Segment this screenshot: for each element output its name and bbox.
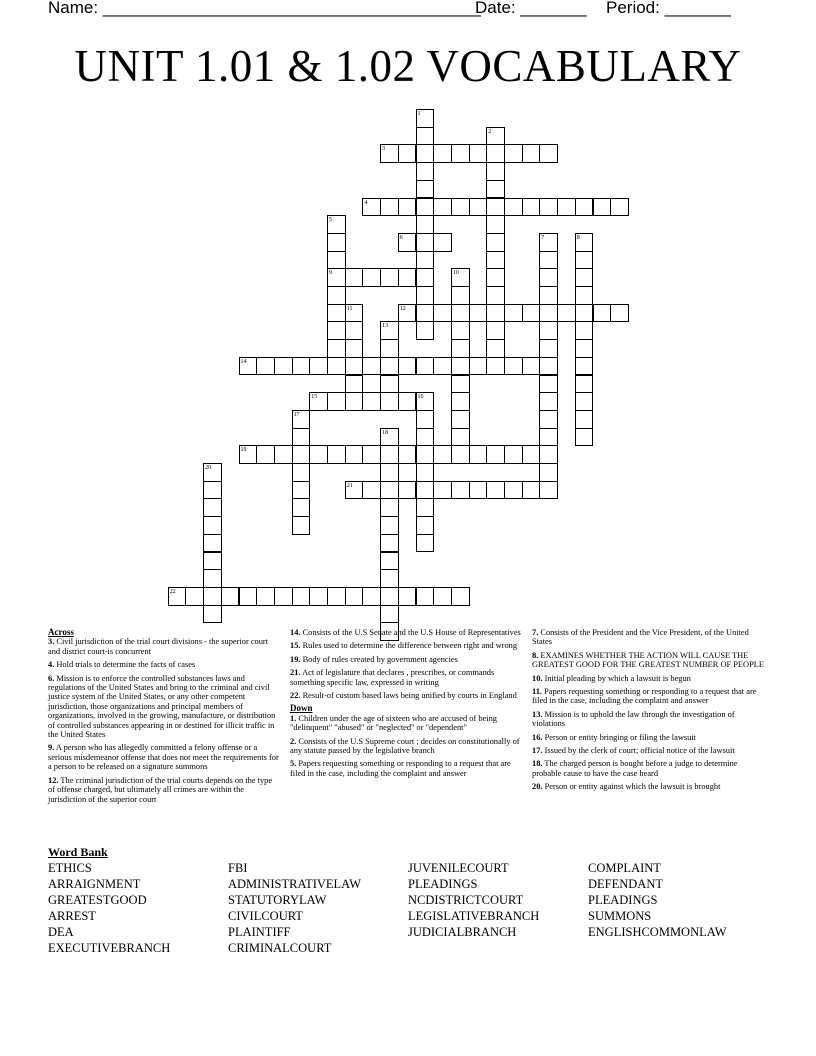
crossword-cell[interactable]: [575, 410, 594, 429]
crossword-cell[interactable]: [416, 268, 435, 287]
crossword-cell[interactable]: [575, 251, 594, 270]
down-heading: Down: [290, 703, 313, 714]
crossword-cell[interactable]: [345, 321, 364, 340]
crossword-cell[interactable]: [486, 339, 505, 358]
clue: 20. Person or entity against which the lawsuit is brought: [532, 782, 721, 792]
clue: 11. Papers requesting something or responding to a request that are filed in the case, including the complaint and answer: [532, 687, 757, 706]
crossword-cell[interactable]: [486, 481, 505, 500]
crossword-cell[interactable]: [557, 304, 576, 323]
crossword-cell[interactable]: [345, 392, 364, 411]
crossword-cell[interactable]: [575, 339, 594, 358]
clue-number: 6: [399, 234, 403, 241]
clue-number: 1: [417, 111, 421, 117]
crossword-cell[interactable]: [433, 481, 452, 500]
name-field[interactable]: Name: ________________________________________: [48, 0, 481, 17]
crossword-cell[interactable]: [557, 198, 576, 217]
clue: 15. Rules used to determine the difference between right and wrong: [290, 641, 518, 651]
crossword-cell[interactable]: [539, 392, 558, 411]
clues-column-1: [48, 628, 280, 808]
clue-number: 3: [382, 146, 386, 153]
crossword-cell[interactable]: [486, 215, 505, 234]
crossword-cell[interactable]: [575, 268, 594, 287]
crossword-cell[interactable]: [309, 587, 328, 606]
crossword-cell[interactable]: [593, 198, 612, 217]
crossword-cell[interactable]: [327, 357, 346, 376]
crossword-cell[interactable]: [274, 357, 293, 376]
crossword-cell[interactable]: [416, 144, 435, 163]
clue-number: 11: [346, 305, 353, 312]
crossword-cell[interactable]: [416, 516, 435, 535]
crossword-cell[interactable]: [185, 587, 204, 606]
crossword-cell[interactable]: [416, 321, 435, 340]
crossword-cell[interactable]: [203, 605, 222, 624]
clue-number: 19: [240, 447, 247, 454]
crossword-cell[interactable]: [327, 321, 346, 340]
clue-number: 16: [417, 394, 424, 401]
crossword-cell[interactable]: [416, 410, 435, 429]
crossword-cell[interactable]: [292, 498, 311, 517]
crossword-cell[interactable]: [380, 516, 399, 535]
crossword-cell[interactable]: [504, 304, 523, 323]
crossword-cell[interactable]: [575, 392, 594, 411]
clue-number: 5: [329, 217, 332, 224]
crossword-cell[interactable]: [451, 445, 470, 464]
crossword-cell[interactable]: [416, 428, 435, 447]
crossword-cell[interactable]: [486, 233, 505, 252]
crossword-cell[interactable]: [469, 445, 488, 464]
crossword-cell[interactable]: [203, 569, 222, 588]
word-bank-word: ETHICS: [48, 861, 92, 875]
word-bank-word: GREATESTGOOD: [48, 893, 147, 907]
crossword-cell[interactable]: [292, 357, 311, 376]
crossword-cell[interactable]: [416, 534, 435, 553]
crossword-cell[interactable]: [451, 410, 470, 429]
crossword-cell[interactable]: [504, 357, 523, 376]
word-bank-word: ARREST: [48, 909, 96, 923]
crossword-cell[interactable]: [292, 516, 311, 535]
word-bank-column: [48, 860, 170, 956]
crossword-cell[interactable]: [345, 587, 364, 606]
crossword-cell[interactable]: [292, 463, 311, 482]
crossword-cell[interactable]: [539, 463, 558, 482]
clue: 19. Body of rules created by government agencies: [290, 654, 458, 664]
crossword-cell[interactable]: [274, 445, 293, 464]
crossword-cell[interactable]: [451, 286, 470, 305]
word-bank-word: EXECUTIVEBRANCH: [48, 941, 171, 955]
clue-number: 14: [240, 358, 247, 365]
crossword-cell[interactable]: [345, 375, 364, 394]
crossword-cell[interactable]: [451, 428, 470, 447]
crossword-cell[interactable]: [539, 445, 558, 464]
word-bank-column: [228, 860, 361, 956]
crossword-cell[interactable]: [362, 445, 381, 464]
clue-number: 2: [488, 128, 492, 135]
clue: 18. The charged person is bought before a judge to determine probable cause to have the case heard: [532, 759, 738, 778]
clue: 17. Issued by the clerk of court; official notice of the lawsuit: [532, 746, 735, 756]
crossword-cell[interactable]: [362, 268, 381, 287]
clue-number: 4: [364, 199, 368, 206]
crossword-cell[interactable]: [539, 144, 558, 163]
word-bank-word: CRIMINALCOURT: [228, 941, 332, 955]
crossword-cell[interactable]: [610, 198, 629, 217]
crossword-cell[interactable]: [522, 304, 541, 323]
crossword-cell[interactable]: [416, 304, 435, 323]
clue: 7. Consists of the President and the Vice President, of the United States: [532, 628, 749, 647]
crossword-cell[interactable]: [203, 516, 222, 535]
crossword-cell[interactable]: [292, 428, 311, 447]
crossword-cell[interactable]: [469, 198, 488, 217]
crossword-cell[interactable]: [203, 552, 222, 571]
word-bank-word: CIVILCOURT: [228, 909, 303, 923]
clues-column-2: [290, 628, 525, 782]
across-heading: Across: [48, 627, 74, 637]
crossword-cell[interactable]: [575, 375, 594, 394]
crossword-cell[interactable]: [469, 357, 488, 376]
crossword-cell[interactable]: [504, 445, 523, 464]
clue-number: 22: [169, 588, 176, 595]
crossword-cell[interactable]: [451, 375, 470, 394]
crossword-cell[interactable]: [416, 445, 435, 464]
crossword-cell[interactable]: [539, 304, 558, 323]
crossword-cell[interactable]: [539, 481, 558, 500]
word-bank-word: ARRAIGNMENT: [48, 877, 141, 891]
clue: 13. Mission is to uphold the law through the investigation of violations: [532, 709, 735, 729]
clue-number: 13: [382, 323, 389, 330]
clue: 21. Act of legislature that declares , prescribes, or commands something specific law, expressed in writing: [290, 668, 495, 687]
crossword-cell[interactable]: [380, 357, 399, 376]
clue-number: 21: [346, 482, 353, 489]
word-bank-column: [408, 860, 539, 940]
crossword-cell[interactable]: [416, 357, 435, 376]
crossword-cell[interactable]: [380, 481, 399, 500]
crossword-cell[interactable]: [345, 445, 364, 464]
crossword-cell[interactable]: [398, 587, 417, 606]
crossword-cell[interactable]: [380, 552, 399, 571]
word-bank-word: PLAINTIFF: [228, 925, 291, 939]
clue-number: 10: [452, 270, 459, 277]
clue-number: 17: [293, 411, 300, 418]
crossword-cell[interactable]: [539, 375, 558, 394]
crossword-cell[interactable]: [469, 304, 488, 323]
crossword-cell[interactable]: [380, 587, 399, 606]
crossword-cell[interactable]: [327, 233, 346, 252]
crossword-cell[interactable]: [416, 127, 435, 146]
crossword-cell[interactable]: [451, 481, 470, 500]
word-bank-word: FBI: [228, 861, 248, 875]
crossword-cell[interactable]: [575, 428, 594, 447]
crossword-cell[interactable]: [203, 481, 222, 500]
crossword-cell[interactable]: [345, 357, 364, 376]
crossword-cell[interactable]: [433, 233, 452, 252]
crossword-cell[interactable]: [380, 268, 399, 287]
crossword-cell[interactable]: [539, 321, 558, 340]
crossword-cell[interactable]: [433, 357, 452, 376]
crossword-cell[interactable]: [292, 481, 311, 500]
crossword-cell[interactable]: [451, 144, 470, 163]
crossword-cell[interactable]: [486, 286, 505, 305]
crossword-cell[interactable]: [398, 198, 417, 217]
crossword-cell[interactable]: [398, 392, 417, 411]
clues-column-3: [532, 628, 768, 796]
clue: 16. Person or entity bringing or filing the lawsuit: [532, 732, 696, 742]
crossword-cell[interactable]: [522, 445, 541, 464]
crossword-cell[interactable]: [539, 339, 558, 358]
word-bank-word: PLEADINGS: [588, 893, 658, 907]
crossword-cell[interactable]: [362, 587, 381, 606]
clue: 12. The criminal jurisdiction of the trial courts depends on the type of offense charged, but ultimately all crimes are within the jurisdiction of the superior court: [48, 775, 273, 804]
crossword-cell[interactable]: [575, 321, 594, 340]
crossword-cell[interactable]: [539, 410, 558, 429]
crossword-cell[interactable]: [416, 162, 435, 181]
word-bank-word: COMPLAINT: [588, 861, 661, 875]
crossword-cell[interactable]: [522, 481, 541, 500]
crossword-cell[interactable]: [362, 392, 381, 411]
crossword-cell[interactable]: [380, 569, 399, 588]
clue: 22. Result-of custom based laws being unified by courts in England: [290, 691, 517, 701]
crossword-cell[interactable]: [292, 445, 311, 464]
word-bank-title: Word Bank: [48, 845, 108, 859]
clue: 9. A person who has allegedly committed a felony offense or a serious misdemeanor offense that does not meet the requirements for a person to be released on a signature summons: [48, 743, 279, 772]
clue-number: 7: [541, 234, 545, 241]
crossword-cell[interactable]: [539, 268, 558, 287]
crossword-cell[interactable]: [539, 251, 558, 270]
clue: 14. Consists of the U.S Senate and the U.S House of Representatives: [290, 628, 521, 637]
crossword-cell[interactable]: [433, 144, 452, 163]
crossword-cell[interactable]: [380, 498, 399, 517]
crossword-cell[interactable]: [469, 481, 488, 500]
clue-number: 9: [329, 270, 332, 277]
clue: 2. Consists of the U.S Supreme court ; decides on constitutionally of any statute passed by the legislative branch: [290, 736, 520, 756]
crossword-cell[interactable]: [486, 180, 505, 199]
crossword-cell[interactable]: [327, 587, 346, 606]
page-title: UNIT 1.01 & 1.02 VOCABULARY: [74, 41, 742, 91]
crossword-cell[interactable]: [486, 162, 505, 181]
clue-number: 20: [205, 465, 212, 471]
crossword-cell[interactable]: [451, 304, 470, 323]
word-bank-word: SUMMONS: [588, 909, 652, 923]
crossword-cell[interactable]: [256, 445, 275, 464]
crossword-cell[interactable]: [380, 198, 399, 217]
clue-number: 18: [382, 429, 389, 436]
crossword-cell[interactable]: [380, 605, 399, 624]
crossword-cell[interactable]: [433, 304, 452, 323]
crossword-cell[interactable]: [398, 357, 417, 376]
word-bank-word: ENGLISHCOMMONLAW: [588, 925, 727, 939]
crossword-cell[interactable]: [345, 339, 364, 358]
crossword-cell[interactable]: [203, 534, 222, 553]
crossword-cell[interactable]: [398, 144, 417, 163]
crossword-cell[interactable]: [451, 339, 470, 358]
word-bank-word: JUVENILECOURT: [408, 861, 509, 875]
crossword-cell[interactable]: [380, 463, 399, 482]
crossword-cell[interactable]: [362, 481, 381, 500]
period-field[interactable]: Period: _______: [606, 0, 731, 17]
crossword-cell[interactable]: [380, 339, 399, 358]
crossword-cell[interactable]: [327, 304, 346, 323]
crossword-cell[interactable]: [451, 587, 470, 606]
crossword-cell[interactable]: [486, 357, 505, 376]
crossword-cell[interactable]: [327, 339, 346, 358]
crossword-cell[interactable]: [309, 357, 328, 376]
crossword-cell[interactable]: [593, 304, 612, 323]
word-bank-word: DEA: [48, 925, 74, 939]
clue-number: 15: [311, 394, 318, 401]
clue: 3. Civil jurisdiction of the trial court divisions - the superior court and district court-is concurrent: [48, 637, 269, 656]
crossword-cell[interactable]: [274, 587, 293, 606]
crossword-cell[interactable]: [327, 251, 346, 270]
crossword-cell[interactable]: [539, 357, 558, 376]
crossword-cell[interactable]: [398, 268, 417, 287]
crossword-cell[interactable]: [362, 357, 381, 376]
crossword-cell[interactable]: [469, 144, 488, 163]
crossword-cell[interactable]: [416, 481, 435, 500]
crossword-cell[interactable]: [451, 198, 470, 217]
crossword-cell[interactable]: [504, 481, 523, 500]
crossword-cell[interactable]: [416, 233, 435, 252]
crossword-cell[interactable]: [539, 198, 558, 217]
crossword-cell[interactable]: [486, 268, 505, 287]
word-bank-word: PLEADINGS: [408, 877, 478, 891]
crossword-cell[interactable]: [416, 463, 435, 482]
crossword-cell[interactable]: [416, 498, 435, 517]
crossword-cell[interactable]: [451, 321, 470, 340]
crossword-cell[interactable]: [451, 392, 470, 411]
crossword-cell[interactable]: [327, 445, 346, 464]
crossword-cell[interactable]: [522, 144, 541, 163]
crossword-cell[interactable]: [504, 198, 523, 217]
crossword-cell[interactable]: [504, 144, 523, 163]
crossword-cell[interactable]: [433, 198, 452, 217]
date-field[interactable]: Date: _______: [475, 0, 587, 17]
crossword-cell[interactable]: [539, 286, 558, 305]
crossword-cell[interactable]: [522, 198, 541, 217]
crossword-cell[interactable]: [416, 180, 435, 199]
crossword-cell[interactable]: [416, 198, 435, 217]
crossword-cell[interactable]: [327, 286, 346, 305]
crossword-cell[interactable]: [486, 251, 505, 270]
word-bank-word: DEFENDANT: [588, 877, 663, 891]
clue: 4. Hold trials to determine the facts of cases: [48, 660, 196, 670]
crossword-cell[interactable]: [327, 392, 346, 411]
crossword-cell[interactable]: [380, 534, 399, 553]
crossword-cell[interactable]: [256, 357, 275, 376]
crossword-cell[interactable]: [486, 304, 505, 323]
word-bank-word: STATUTORYLAW: [228, 893, 327, 907]
crossword-cell[interactable]: [380, 392, 399, 411]
crossword-cell[interactable]: [486, 445, 505, 464]
crossword-cell[interactable]: [486, 144, 505, 163]
word-bank-word: LEGISLATIVEBRANCH: [408, 909, 540, 923]
crossword-cell[interactable]: [575, 304, 594, 323]
crossword-cell[interactable]: [433, 587, 452, 606]
crossword-cell[interactable]: [416, 215, 435, 234]
crossword-cell[interactable]: [345, 268, 364, 287]
crossword-cell[interactable]: [416, 251, 435, 270]
clue: 5. Papers requesting something or responding to a request that are filed in the case, including the complaint and answer: [290, 759, 511, 778]
crossword-cell[interactable]: [486, 321, 505, 340]
crossword-cell[interactable]: [309, 445, 328, 464]
clue: 10. Initial pleading by which a lawsuit is begun: [532, 673, 691, 683]
crossword-cell[interactable]: [610, 304, 629, 323]
clue: 8. EXAMINES WHETHER THE ACTION WILL CAUSE THE GREATEST GOOD FOR THE GREATEST NUMBER OF PEOPLE: [532, 650, 764, 670]
crossword-cell[interactable]: [575, 198, 594, 217]
crossword-cell[interactable]: [433, 445, 452, 464]
crossword-cell[interactable]: [522, 357, 541, 376]
word-bank-word: JUDICIALBRANCH: [408, 925, 517, 939]
crossword-cell[interactable]: [575, 286, 594, 305]
crossword-cell[interactable]: [398, 481, 417, 500]
clue-number: 12: [399, 305, 406, 312]
crossword-cell[interactable]: [380, 375, 399, 394]
word-bank-word: ADMINISTRATIVELAW: [228, 877, 362, 891]
crossword-cell[interactable]: [292, 587, 311, 606]
clue-number: 8: [576, 234, 580, 241]
clue: 1. Children under the age of sixteen who are accused of being "delinquent" "abused" or "neglected" or "dependent": [290, 713, 497, 733]
crossword-cell[interactable]: [256, 587, 275, 606]
crossword-cell[interactable]: [398, 445, 417, 464]
clue: 6. Mission is to enforce the controlled substances laws and regulations of the United States and bring to the criminal and civil justice system of the United States, or any other competent jurisdiction, those organizations and principal members of organizations, involved in the growing, manufacture, or distribution of controlled substances appearing in or destined for illicit traffic in the United States: [48, 673, 276, 740]
crossword-cell[interactable]: [575, 357, 594, 376]
crossword-cell[interactable]: [203, 587, 222, 606]
crossword-cell[interactable]: [380, 445, 399, 464]
word-bank-word: NCDISTRICTCOURT: [408, 893, 524, 907]
crossword-cell[interactable]: [239, 587, 258, 606]
crossword-cell[interactable]: [203, 498, 222, 517]
word-bank-column: [588, 860, 727, 940]
crossword-cell[interactable]: [451, 357, 470, 376]
crossword-cell[interactable]: [416, 286, 435, 305]
crossword-cell[interactable]: [416, 587, 435, 606]
crossword-cell[interactable]: [539, 428, 558, 447]
crossword-cell[interactable]: [221, 587, 240, 606]
crossword-cell[interactable]: [486, 198, 505, 217]
